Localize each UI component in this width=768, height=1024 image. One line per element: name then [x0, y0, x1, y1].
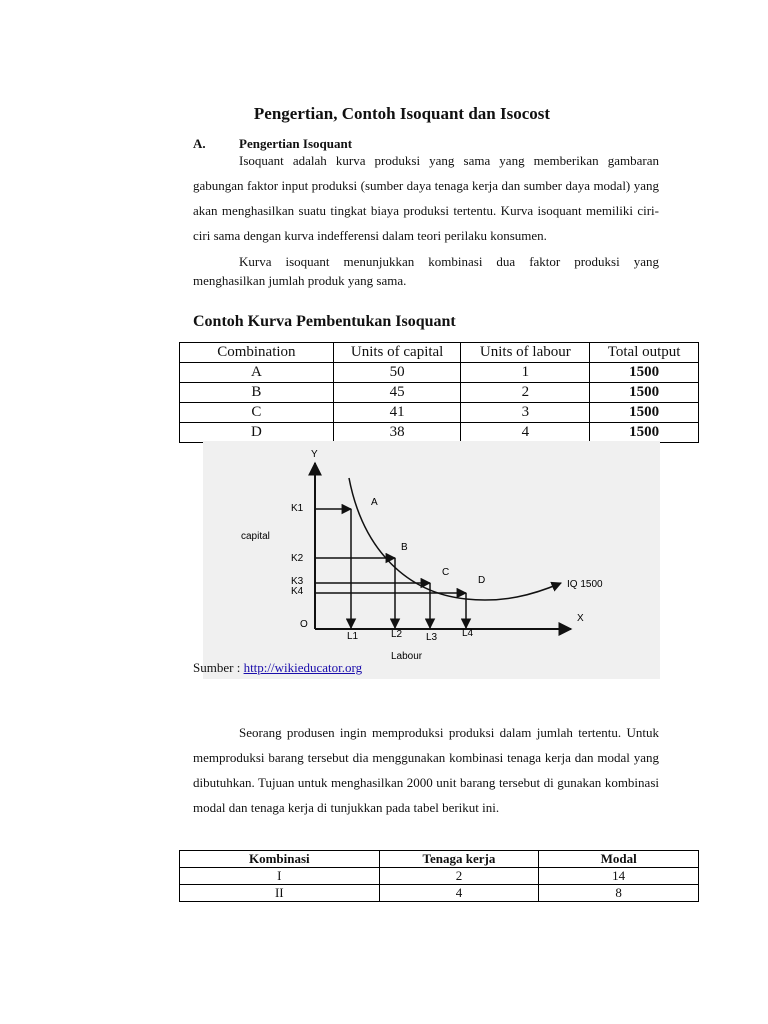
- isoquant-chart: [203, 441, 660, 679]
- source-link[interactable]: http://wikieducator.org: [243, 660, 363, 675]
- table-cell: 4: [379, 885, 539, 902]
- capital-tick-K1: K1: [291, 503, 304, 514]
- table-cell: 38: [333, 423, 461, 443]
- section-a-label: A.: [193, 136, 206, 151]
- table-header-row: [180, 343, 699, 363]
- kombinasi-table: [179, 850, 699, 902]
- table-cell: II: [180, 885, 380, 902]
- document-title: Pengertian, Contoh Isoquant dan Isocost: [253, 104, 551, 123]
- table-header-row: [180, 851, 699, 868]
- table-cell: 45: [333, 383, 461, 403]
- point-label-C: C: [442, 567, 450, 578]
- table-cell: A: [180, 363, 334, 383]
- header-units-labour: Units of labour: [461, 343, 590, 363]
- isoquant-chart-svg: [203, 441, 660, 679]
- point-label-D: D: [478, 575, 486, 586]
- table-cell: 3: [461, 403, 590, 423]
- point-label-B: B: [401, 542, 408, 553]
- x-axis-label: Labour: [391, 651, 423, 662]
- table-row: [180, 423, 699, 443]
- source-label: Sumber :: [193, 660, 244, 675]
- table-cell: 8: [539, 885, 699, 902]
- table-cell: 1: [461, 363, 590, 383]
- header-units-capital: Units of capital: [333, 343, 461, 363]
- intro-paragraphs: [193, 148, 659, 290]
- header-modal: Modal: [539, 851, 699, 868]
- capital-tick-K3: K3: [291, 576, 304, 587]
- table-cell: 1500: [590, 363, 699, 383]
- table-cell: C: [180, 403, 334, 423]
- labour-tick-L1: L1: [347, 631, 359, 642]
- table-cell: 1500: [590, 403, 699, 423]
- table-cell: 2: [379, 868, 539, 885]
- table-cell: 50: [333, 363, 461, 383]
- paragraph-isoquant-combination: Kurva isoquant menunjukkan kombinasi dua faktor produksi yang menghasilkan jumlah produk yang sama.: [193, 254, 659, 288]
- origin-label: O: [300, 619, 308, 630]
- table-cell: D: [180, 423, 334, 443]
- header-kombinasi: Kombinasi: [180, 851, 380, 868]
- combination-table: [179, 342, 699, 443]
- capital-tick-K2: K2: [291, 553, 304, 564]
- paragraph-producer-text: Seorang produsen ingin memproduksi produksi dalam jumlah tertentu. Untuk memproduksi barang tersebut dia menggunakan kombinasi tenaga kerja dan modal yang dibutuhkan. Tujuan untuk menghasilkan 2000 unit barang tersebut di gunakan kombinasi modal dan tenaga kerja di tunjukkan pada tabel berikut ini.: [193, 725, 659, 815]
- table-cell: B: [180, 383, 334, 403]
- table-row: [180, 383, 699, 403]
- table-row: [180, 403, 699, 423]
- chart-heading: Contoh Kurva Pembentukan Isoquant: [193, 313, 456, 330]
- y-axis-label: capital: [241, 531, 270, 542]
- table-cell: 14: [539, 868, 699, 885]
- table-cell: I: [180, 868, 380, 885]
- paragraph-producer-example: [193, 720, 659, 820]
- source-line: [193, 660, 362, 676]
- header-tenaga-kerja: Tenaga kerja: [379, 851, 539, 868]
- table-cell: 4: [461, 423, 590, 443]
- table-row: [180, 363, 699, 383]
- section-a-title: Pengertian Isoquant: [239, 136, 353, 151]
- x-axis-letter: X: [577, 613, 584, 624]
- point-label-A: A: [371, 497, 378, 508]
- header-total-output: Total output: [590, 343, 699, 363]
- header-combination: Combination: [180, 343, 334, 363]
- labour-tick-L4: L4: [462, 628, 474, 639]
- table-cell: 41: [333, 403, 461, 423]
- table-cell: 1500: [590, 423, 699, 443]
- y-axis-letter: Y: [311, 449, 318, 460]
- table-row: [180, 868, 699, 885]
- isoquant-curve: [349, 478, 561, 600]
- capital-tick-K4: K4: [291, 586, 304, 597]
- table-row: [180, 885, 699, 902]
- table-cell: 2: [461, 383, 590, 403]
- table-cell: 1500: [590, 383, 699, 403]
- labour-tick-L2: L2: [391, 629, 403, 640]
- paragraph-isoquant-definition: Isoquant adalah kurva produksi yang sama yang memberikan gambaran gabungan faktor input produksi (sumber daya tenaga kerja dan sumber daya modal) yang akan menghasilkan suatu tingkat biaya produksi tertentu. Kurva isoquant memiliki ciri-ciri sama dengan kurva indefferensi dalam teori perilaku konsumen.: [193, 153, 659, 243]
- labour-tick-L3: L3: [426, 632, 438, 643]
- curve-label: IQ 1500: [567, 579, 603, 590]
